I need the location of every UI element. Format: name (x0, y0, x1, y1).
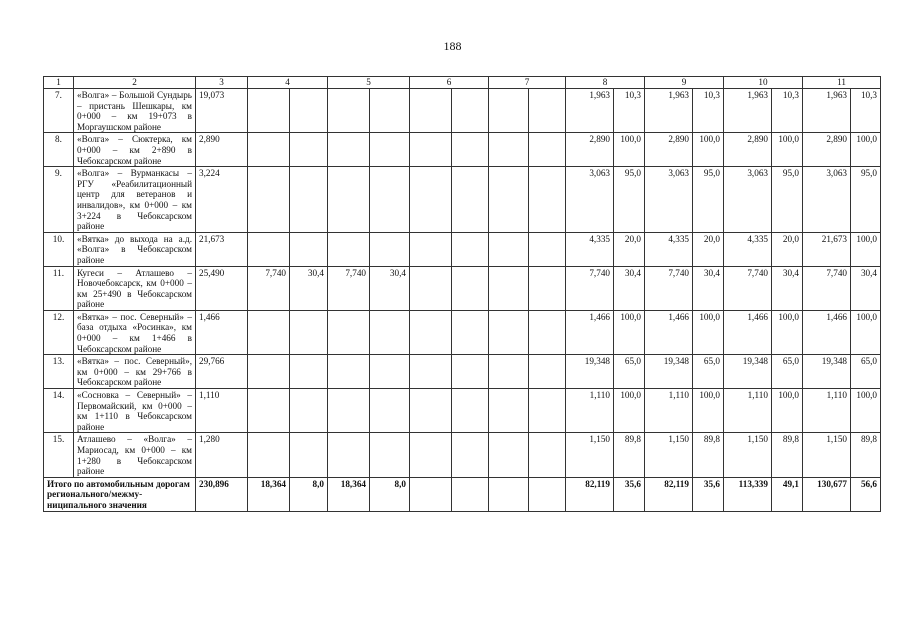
table-row (44, 355, 881, 389)
value-cell (529, 266, 566, 310)
value-cell: 19,348 (566, 355, 614, 389)
row-number: 11. (44, 266, 74, 310)
value-cell: 100,0 (772, 310, 803, 354)
value-cell (452, 133, 489, 167)
value-cell (489, 389, 529, 433)
value-cell (410, 133, 452, 167)
value-cell: 4,335 (566, 232, 614, 266)
value-cell (410, 477, 452, 511)
value-cell: 10,3 (851, 89, 881, 133)
row-number: 9. (44, 167, 74, 233)
value-cell (452, 89, 489, 133)
row-number: 12. (44, 310, 74, 354)
value-cell (489, 232, 529, 266)
value-cell (410, 232, 452, 266)
value-cell: 20,0 (693, 232, 724, 266)
value-cell: 100,0 (851, 389, 881, 433)
value-cell (328, 89, 370, 133)
value-cell (529, 167, 566, 233)
value-cell (529, 477, 566, 511)
value-cell: 7,740 (724, 266, 772, 310)
value-cell: 1,150 (724, 433, 772, 477)
value-cell (410, 433, 452, 477)
value-cell (248, 310, 290, 354)
value-cell: 19,348 (645, 355, 693, 389)
value-cell: 30,4 (693, 266, 724, 310)
road-data-table (43, 76, 881, 512)
value-cell (248, 133, 290, 167)
value-cell (452, 477, 489, 511)
value-cell (489, 433, 529, 477)
value-cell: 3,063 (566, 167, 614, 233)
total-label: Итого по автомобильным дорогам регионального/межмуниципального значения (44, 477, 196, 511)
value-cell (248, 355, 290, 389)
value-cell: 1,466 (724, 310, 772, 354)
value-cell (529, 89, 566, 133)
value-cell (410, 389, 452, 433)
total-length: 3,224 (196, 167, 248, 233)
table-row (44, 433, 881, 477)
value-cell: 7,740 (248, 266, 290, 310)
value-cell: 82,119 (566, 477, 614, 511)
value-cell: 1,466 (803, 310, 851, 354)
value-cell: 100,0 (693, 133, 724, 167)
column-header: 3 (196, 77, 248, 89)
column-header: 8 (566, 77, 645, 89)
value-cell: 100,0 (851, 133, 881, 167)
value-cell: 89,8 (772, 433, 803, 477)
value-cell: 19,348 (803, 355, 851, 389)
row-number: 15. (44, 433, 74, 477)
value-cell: 100,0 (851, 232, 881, 266)
value-cell: 3,063 (724, 167, 772, 233)
value-cell: 30,4 (851, 266, 881, 310)
total-length: 1,280 (196, 433, 248, 477)
value-cell: 8,0 (290, 477, 328, 511)
value-cell: 1,110 (724, 389, 772, 433)
value-cell: 1,110 (803, 389, 851, 433)
value-cell: 7,740 (566, 266, 614, 310)
value-cell: 100,0 (693, 310, 724, 354)
column-header: 10 (724, 77, 803, 89)
value-cell: 113,339 (724, 477, 772, 511)
value-cell: 1,150 (566, 433, 614, 477)
value-cell (489, 266, 529, 310)
value-cell: 65,0 (772, 355, 803, 389)
value-cell: 30,4 (370, 266, 410, 310)
value-cell: 89,8 (614, 433, 645, 477)
value-cell (529, 355, 566, 389)
value-cell: 21,673 (803, 232, 851, 266)
value-cell: 1,963 (645, 89, 693, 133)
value-cell (290, 310, 328, 354)
total-length: 21,673 (196, 232, 248, 266)
value-cell: 20,0 (772, 232, 803, 266)
total-length: 2,890 (196, 133, 248, 167)
road-name: «Волга» – Сюктерка, км 0+000 – км 2+890 в Чебоксарском районе (74, 133, 196, 167)
value-cell (328, 310, 370, 354)
value-cell: 89,8 (851, 433, 881, 477)
value-cell: 2,890 (803, 133, 851, 167)
value-cell (489, 89, 529, 133)
value-cell: 35,6 (693, 477, 724, 511)
value-cell (328, 433, 370, 477)
value-cell: 1,150 (803, 433, 851, 477)
road-name: Кугеси – Атлашево – Новочебоксарск, км 0+000 – км 25+490 в Чебоксарском районе (74, 266, 196, 310)
value-cell: 95,0 (772, 167, 803, 233)
road-name: «Волга» – Вурманкасы – РГУ «Реабилитационный центр для ветеранов и инвалидов», км 0+000 – км 3+224 в Чебоксарском районе (74, 167, 196, 233)
value-cell: 100,0 (614, 133, 645, 167)
value-cell: 65,0 (614, 355, 645, 389)
value-cell: 18,364 (328, 477, 370, 511)
total-length: 25,490 (196, 266, 248, 310)
total-length: 19,073 (196, 89, 248, 133)
value-cell (328, 389, 370, 433)
value-cell (248, 433, 290, 477)
value-cell: 7,740 (645, 266, 693, 310)
value-cell: 1,466 (645, 310, 693, 354)
value-cell (290, 355, 328, 389)
value-cell (489, 355, 529, 389)
value-cell (452, 167, 489, 233)
value-cell (529, 133, 566, 167)
value-cell (452, 266, 489, 310)
value-cell: 1,466 (566, 310, 614, 354)
value-cell: 35,6 (614, 477, 645, 511)
value-cell: 4,335 (645, 232, 693, 266)
value-cell (410, 167, 452, 233)
value-cell (290, 232, 328, 266)
header-row (44, 77, 881, 89)
road-name: «Вятка» – пос. Северный», км 0+000 – км 29+766 в Чебоксарском районе (74, 355, 196, 389)
value-cell: 100,0 (693, 389, 724, 433)
row-number: 10. (44, 232, 74, 266)
value-cell (529, 433, 566, 477)
total-length: 1,110 (196, 389, 248, 433)
value-cell: 100,0 (614, 389, 645, 433)
value-cell (452, 355, 489, 389)
value-cell (410, 310, 452, 354)
value-cell: 49,1 (772, 477, 803, 511)
column-header: 11 (803, 77, 881, 89)
value-cell: 1,963 (724, 89, 772, 133)
table-row (44, 89, 881, 133)
value-cell: 100,0 (772, 389, 803, 433)
total-length: 230,896 (196, 477, 248, 511)
column-header: 4 (248, 77, 328, 89)
value-cell: 7,740 (328, 266, 370, 310)
value-cell (328, 355, 370, 389)
table-row (44, 232, 881, 266)
value-cell: 1,110 (645, 389, 693, 433)
road-name: «Вятка» – пос. Северный» – база отдыха «Росинка», км 0+000 – км 1+466 в Чебоксарском районе (74, 310, 196, 354)
value-cell (290, 89, 328, 133)
value-cell (452, 389, 489, 433)
value-cell (529, 389, 566, 433)
value-cell: 1,963 (566, 89, 614, 133)
value-cell: 10,3 (772, 89, 803, 133)
total-length: 29,766 (196, 355, 248, 389)
table-row (44, 266, 881, 310)
table-row (44, 389, 881, 433)
value-cell (370, 310, 410, 354)
value-cell: 82,119 (645, 477, 693, 511)
value-cell: 100,0 (772, 133, 803, 167)
value-cell (529, 310, 566, 354)
table-row (44, 133, 881, 167)
value-cell (370, 433, 410, 477)
value-cell: 95,0 (851, 167, 881, 233)
row-number: 8. (44, 133, 74, 167)
row-number: 7. (44, 89, 74, 133)
value-cell (452, 310, 489, 354)
value-cell: 2,890 (724, 133, 772, 167)
total-row (44, 477, 881, 511)
value-cell (290, 433, 328, 477)
value-cell (410, 355, 452, 389)
value-cell (248, 389, 290, 433)
column-header: 6 (410, 77, 489, 89)
value-cell: 3,063 (803, 167, 851, 233)
column-header: 9 (645, 77, 724, 89)
column-header: 5 (328, 77, 410, 89)
value-cell: 65,0 (693, 355, 724, 389)
value-cell (370, 232, 410, 266)
value-cell: 56,6 (851, 477, 881, 511)
value-cell (328, 232, 370, 266)
value-cell (290, 167, 328, 233)
page-number: 188 (443, 39, 462, 53)
value-cell (410, 89, 452, 133)
value-cell (328, 133, 370, 167)
value-cell: 100,0 (614, 310, 645, 354)
value-cell: 8,0 (370, 477, 410, 511)
value-cell: 2,890 (645, 133, 693, 167)
value-cell: 95,0 (693, 167, 724, 233)
value-cell: 1,963 (803, 89, 851, 133)
value-cell: 7,740 (803, 266, 851, 310)
column-header: 1 (44, 77, 74, 89)
row-number: 14. (44, 389, 74, 433)
total-length: 1,466 (196, 310, 248, 354)
value-cell (370, 355, 410, 389)
value-cell: 1,110 (566, 389, 614, 433)
value-cell: 30,4 (614, 266, 645, 310)
value-cell (248, 89, 290, 133)
value-cell: 4,335 (724, 232, 772, 266)
column-header: 2 (74, 77, 196, 89)
value-cell: 89,8 (693, 433, 724, 477)
table-row (44, 167, 881, 233)
value-cell: 10,3 (693, 89, 724, 133)
value-cell (290, 389, 328, 433)
road-name: «Сосновка – Северный» – Первомайский, км 0+000 – км 1+110 в Чебоксарском районе (74, 389, 196, 433)
value-cell (370, 167, 410, 233)
value-cell: 19,348 (724, 355, 772, 389)
row-number: 13. (44, 355, 74, 389)
value-cell: 30,4 (772, 266, 803, 310)
value-cell (290, 133, 328, 167)
road-name: Атлашево – «Волга» – Мариосад, км 0+000 – км 1+280 в Чебоксарском районе (74, 433, 196, 477)
value-cell: 30,4 (290, 266, 328, 310)
value-cell: 65,0 (851, 355, 881, 389)
value-cell (410, 266, 452, 310)
value-cell: 10,3 (614, 89, 645, 133)
value-cell (370, 389, 410, 433)
value-cell: 18,364 (248, 477, 290, 511)
value-cell: 100,0 (851, 310, 881, 354)
value-cell (248, 167, 290, 233)
value-cell (489, 477, 529, 511)
table-row (44, 310, 881, 354)
value-cell (452, 433, 489, 477)
value-cell: 95,0 (614, 167, 645, 233)
value-cell (489, 133, 529, 167)
value-cell (489, 310, 529, 354)
road-name: «Вятка» до выхода на а.д. «Волга» в Чебоксарском районе (74, 232, 196, 266)
column-header: 7 (489, 77, 566, 89)
value-cell (328, 167, 370, 233)
value-cell (489, 167, 529, 233)
value-cell (452, 232, 489, 266)
road-name: «Волга» – Большой Сундырь – пристань Шешкары, км 0+000 – км 19+073 в Моргаушском районе (74, 89, 196, 133)
value-cell: 3,063 (645, 167, 693, 233)
value-cell (370, 133, 410, 167)
value-cell (248, 232, 290, 266)
value-cell: 2,890 (566, 133, 614, 167)
value-cell (370, 89, 410, 133)
value-cell: 20,0 (614, 232, 645, 266)
value-cell (529, 232, 566, 266)
value-cell: 130,677 (803, 477, 851, 511)
value-cell: 1,150 (645, 433, 693, 477)
